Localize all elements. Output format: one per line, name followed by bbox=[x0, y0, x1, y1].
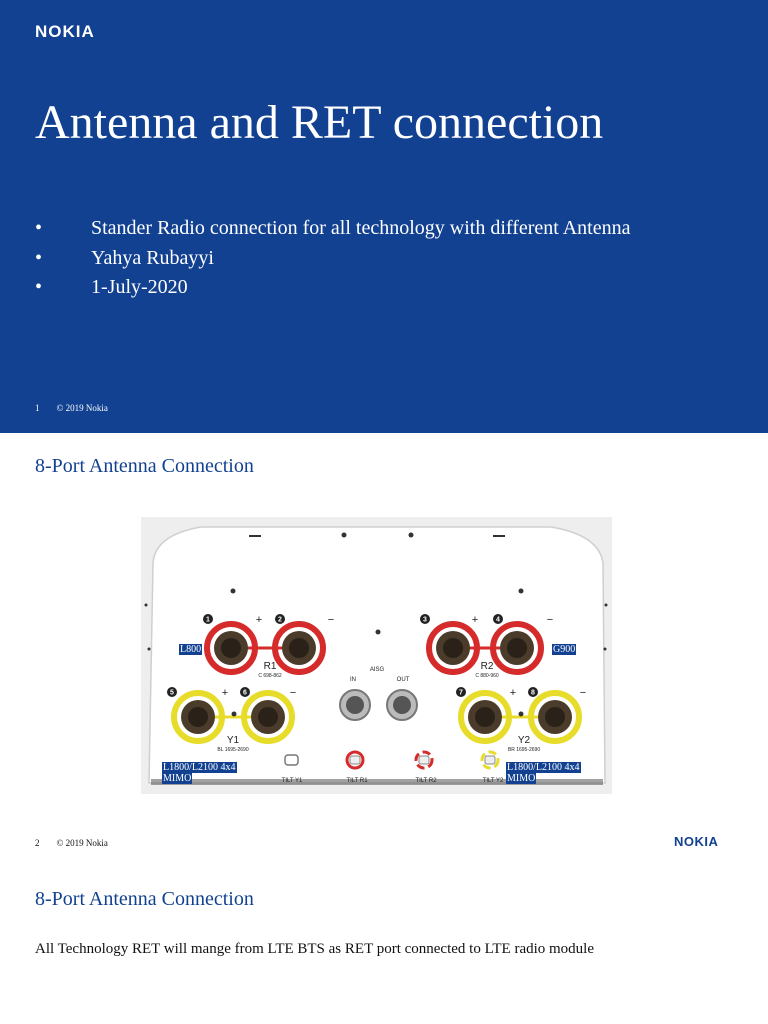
page-number: 2 bbox=[35, 838, 40, 848]
polarity-minus: − bbox=[289, 687, 297, 699]
port-number: 5 bbox=[170, 689, 174, 697]
bullet-item bbox=[35, 273, 630, 303]
nokia-logo: NOKIA bbox=[674, 834, 719, 849]
tilt-label: TILT R2 bbox=[415, 778, 437, 784]
group-label-y1: Y1 bbox=[226, 735, 240, 746]
group-band-y1: BL 1695-2690 bbox=[217, 747, 249, 753]
bullet-list bbox=[35, 214, 630, 303]
port-number: 3 bbox=[423, 616, 427, 624]
polarity-plus: + bbox=[471, 614, 479, 626]
polarity-plus: + bbox=[221, 687, 229, 699]
aisg-out-label: OUT bbox=[396, 677, 410, 683]
group-band-y2: BR 1695-2690 bbox=[507, 747, 541, 753]
bullet-dot: • bbox=[35, 246, 43, 269]
group-label-y2: Y2 bbox=[517, 735, 531, 746]
tilt-label: TILT R1 bbox=[346, 778, 368, 784]
slide-title: Antenna and RET connection bbox=[35, 96, 604, 149]
aisg-in-label: IN bbox=[350, 677, 356, 683]
polarity-minus: − bbox=[546, 614, 554, 626]
tilt-label: TILT Y1 bbox=[281, 778, 303, 784]
callout-mimo-right-line1: L1800/L2100 4x4 bbox=[507, 762, 580, 773]
callout-g900: G900 bbox=[553, 644, 576, 655]
callout-mimo-left-line1: L1800/L2100 4x4 bbox=[163, 762, 236, 773]
slide-heading: 8-Port Antenna Connection bbox=[35, 455, 254, 477]
slide-footer bbox=[35, 403, 125, 413]
group-band-r2: C 880-960 bbox=[475, 673, 499, 679]
callout-mimo-left-line2: MIMO bbox=[163, 773, 192, 784]
bullet-text: Yahya Rubayyi bbox=[91, 246, 214, 269]
bullet-text: 1-July-2020 bbox=[91, 276, 188, 298]
callout-l800: L800 bbox=[180, 644, 202, 655]
antenna-port-diagram bbox=[141, 517, 612, 794]
copyright: © 2019 Nokia bbox=[56, 403, 108, 413]
polarity-minus: − bbox=[579, 687, 587, 699]
aisg-label: AISG bbox=[369, 667, 385, 673]
bullet-dot: • bbox=[35, 276, 43, 298]
bullet-item bbox=[35, 244, 630, 274]
port-number: 7 bbox=[459, 689, 463, 697]
group-label-r1: R1 bbox=[263, 661, 277, 672]
port-number: 4 bbox=[496, 616, 500, 624]
group-label-r2: R2 bbox=[480, 661, 494, 672]
title-slide bbox=[0, 0, 768, 433]
slide-footer bbox=[35, 838, 125, 848]
slide-body-text: All Technology RET will mange from LTE BTS as RET port connected to LTE radio module bbox=[35, 941, 595, 957]
page-number: 1 bbox=[35, 403, 40, 413]
group-band-r1: C 698-862 bbox=[258, 673, 282, 679]
port-number: 2 bbox=[278, 616, 282, 624]
polarity-plus: + bbox=[509, 687, 517, 699]
polarity-minus: − bbox=[327, 614, 335, 626]
port-number: 6 bbox=[243, 689, 247, 697]
nokia-logo: NOKIA bbox=[35, 22, 95, 41]
callout-mimo-right-line2: MIMO bbox=[507, 773, 536, 784]
port-number: 8 bbox=[531, 689, 535, 697]
tilt-label: TILT Y2 bbox=[482, 778, 504, 784]
polarity-plus: + bbox=[255, 614, 263, 626]
copyright: © 2019 Nokia bbox=[56, 838, 108, 848]
bullet-text: Stander Radio connection for all technology with different Antenna bbox=[91, 217, 631, 239]
bullet-item bbox=[35, 214, 630, 244]
slide-heading: 8-Port Antenna Connection bbox=[35, 888, 254, 910]
bullet-dot: • bbox=[35, 217, 43, 239]
port-number: 1 bbox=[206, 616, 210, 624]
